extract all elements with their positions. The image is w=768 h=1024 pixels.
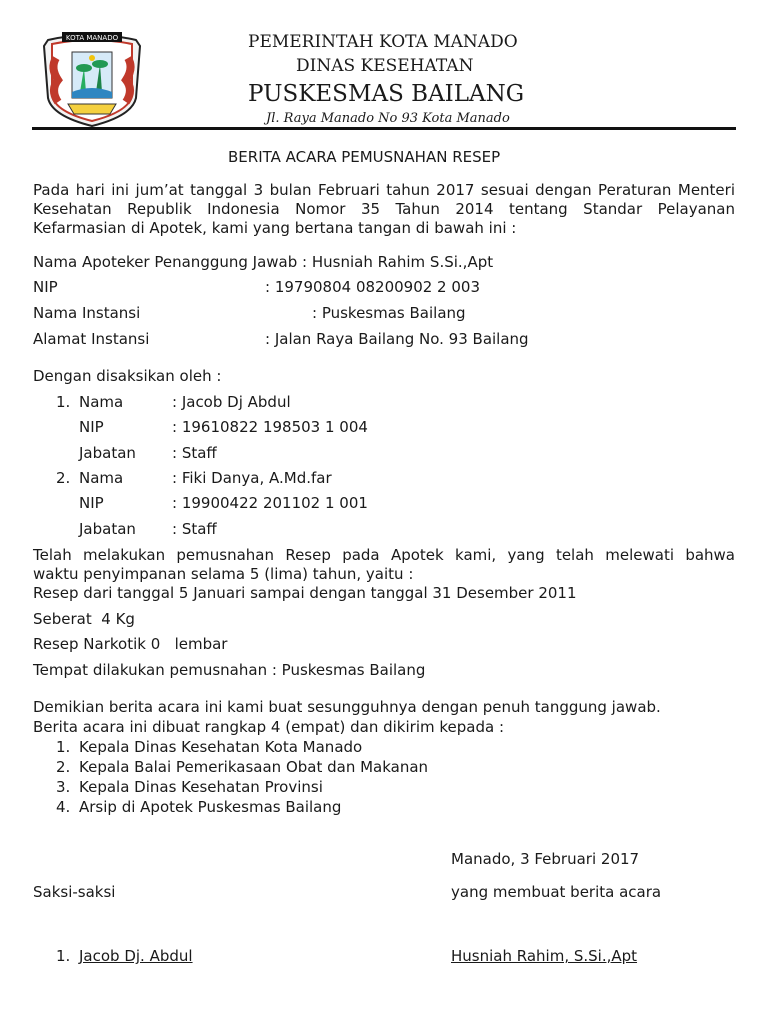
witness-jabatan-label: Jabatan — [79, 444, 136, 462]
intro-line-3: Kefarmasian di Apotek, kami yang bertana tangan di bawah ini : — [33, 219, 517, 237]
author-heading: yang membuat berita acara — [451, 883, 662, 901]
closing-line-2: Berita acara ini dibuat rangkap 4 (empat) dan dikirim kepada : — [33, 718, 505, 736]
nip-value: : 19790804 08200902 2 003 — [265, 278, 480, 296]
svg-text:KOTA MANADO: KOTA MANADO — [65, 34, 119, 42]
body-line-2: waktu penyimpanan selama 5 (lima) tahun, yaitu : — [33, 565, 414, 583]
document-title: BERITA ACARA PEMUSNAHAN RESEP — [228, 148, 501, 166]
witness-nip-label: NIP — [79, 418, 104, 436]
witness-name-label: Nama — [79, 469, 124, 487]
witness-jabatan: : Staff — [172, 520, 217, 538]
instansi-value: : Puskesmas Bailang — [312, 304, 466, 322]
intro-line-2: Kesehatan Republik Indonesia Nomor 35 Tahun 2014 tentang Standar Pelayanan — [33, 200, 735, 218]
recipient-item: Kepala Dinas Kesehatan Kota Manado — [79, 738, 363, 756]
witness-name: : Fiki Danya, A.Md.far — [172, 469, 332, 487]
witness-number: 1. — [56, 393, 71, 411]
witness-intro: Dengan disaksikan oleh : — [33, 367, 222, 385]
witness-jabatan-label: Jabatan — [79, 520, 136, 538]
intro-line-1: Pada hari ini jum’at tanggal 3 bulan Februari tahun 2017 sesuai dengan Peraturan Menteri — [33, 181, 735, 199]
letterhead-divider — [32, 127, 736, 130]
witnesses-heading: Saksi-saksi — [33, 883, 116, 901]
signer-number: 1. — [56, 947, 71, 965]
witness-signer-name: Jacob Dj. Abdul — [79, 947, 193, 965]
recipient-item: Kepala Dinas Kesehatan Provinsi — [79, 778, 323, 796]
city-emblem-logo — [40, 28, 144, 128]
witness-nip: : 19900422 201102 1 001 — [172, 494, 368, 512]
author-signer-name: Husniah Rahim, S.Si.,Apt — [451, 947, 638, 965]
witness-name: : Jacob Dj Abdul — [172, 393, 291, 411]
signature-date: Manado, 3 Februari 2017 — [451, 850, 640, 868]
recipient-item: Kepala Balai Pemerikasaan Obat dan Makanan — [79, 758, 429, 776]
letterhead-address: Jl. Raya Manado No 93 Kota Manado — [266, 111, 510, 126]
witness-name-label: Nama — [79, 393, 124, 411]
recipient-item: Arsip di Apotek Puskesmas Bailang — [79, 798, 342, 816]
closing-line-1: Demikian berita acara ini kami buat sesungguhnya dengan penuh tanggung jawab. — [33, 698, 661, 716]
body-line-1: Telah melakukan pemusnahan Resep pada Apotek kami, yang telah melewati bahwa — [33, 546, 735, 564]
prescription-weight: Seberat 4 Kg — [33, 610, 135, 628]
apoteker-field: Nama Apoteker Penanggung Jawab : Husniah Rahim S.Si.,Apt — [33, 253, 494, 271]
letterhead-institution: PUSKESMAS BAILANG — [248, 81, 525, 107]
narcotic-count: Resep Narkotik 0 lembar — [33, 635, 228, 653]
letterhead-government: PEMERINTAH KOTA MANADO — [248, 32, 518, 52]
destruction-place: Tempat dilakukan pemusnahan : Puskesmas Bailang — [33, 661, 426, 679]
alamat-value: : Jalan Raya Bailang No. 93 Bailang — [265, 330, 529, 348]
letterhead-department: DINAS KESEHATAN — [296, 56, 474, 76]
recipient-number: 3. — [56, 778, 71, 796]
witness-number: 2. — [56, 469, 71, 487]
prescription-date-range: Resep dari tanggal 5 Januari sampai dengan tanggal 31 Desember 2011 — [33, 584, 577, 602]
recipient-number: 1. — [56, 738, 71, 756]
witness-jabatan: : Staff — [172, 444, 217, 462]
recipient-number: 4. — [56, 798, 71, 816]
nip-label: NIP — [33, 278, 58, 296]
recipient-number: 2. — [56, 758, 71, 776]
witness-nip: : 19610822 198503 1 004 — [172, 418, 368, 436]
instansi-label: Nama Instansi — [33, 304, 141, 322]
alamat-label: Alamat Instansi — [33, 330, 150, 348]
witness-nip-label: NIP — [79, 494, 104, 512]
